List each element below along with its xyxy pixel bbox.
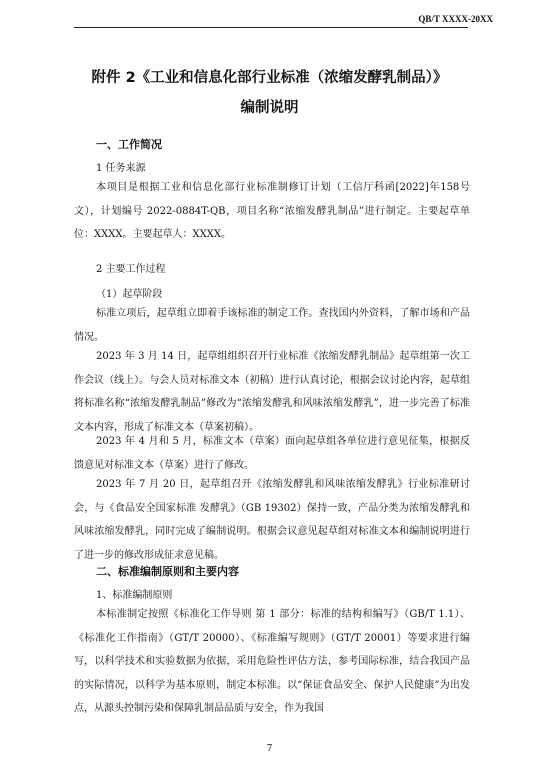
document-title: 附件 2《工业和信息化部行业标准（浓缩发酵乳制品）》 [91,70,448,86]
work-process-paragraph-2: 2023 年 3 月 14 日，起草组组织召开行业标准《浓缩发酵乳制品》起草组第一次工作会议（线上）。与会人员对标准文本（初稿）进行认真讨论，根据会议讨论内容，起草组将标准名称“浓缩发酵乳制品”修改为“浓缩发酵乳和风味浓缩发酵乳”，进一步完善了标准文本内容，形成了标准文本（草案初稿）。 [74,351,470,433]
work-process-paragraph-4: 2023 年 7 月 20 日，起草组召开《浓缩发酵乳和风味浓缩发酵乳》行业标准研讨会，与《食品安全国家标准 发酵乳》（GB 19302）保持一致，产品分类为浓缩发酵乳和风味浓缩发酵乳，同时完成了编制说明。根据会议意见起草组对标准文本和编制说明进行了进一步的修改形成征求意见稿。 [74,479,470,561]
standard-code: QB/T XXXX-20XX [418,14,493,24]
subsection-1-2-heading: 2 主要工作过程 [96,264,166,275]
section-1-heading: 一、工作简况 [96,138,162,151]
subsection-1-1-heading: 1 任务来源 [96,163,146,174]
work-process-paragraph-1: 标准立项后，起草组立即着手该标准的制定工作。查找国内外资料，了解市场和产品情况。 [74,308,470,343]
drafting-stage-label: （1）起草阶段 [96,289,163,300]
document-subtitle: 编制说明 [240,100,299,116]
work-process-paragraph-3: 2023 年 4 月和 5 月，标准文本（草案）面向起草组各单位进行意见征集，根据反馈意见对标准文本（草案）进行了修改。 [74,436,470,471]
section-2-heading: 二、标准编制原则和主要内容 [96,565,239,578]
page-number: 7 [266,744,273,754]
principles-paragraph: 本标准制定按照《标准化工作导则 第 1 部分：标准的结构和编写》（GB/T 1.1）、《标准化工作指南》（GT/T 20000）、《标准编写规则》（GT/T 20001）等要求进行编写，以科学技术和实验数据为依据，采用危险性评估方法，参考国际标准，结合我国产品的实际情况，以科学为基本原则，制定本标准。以“保证食品安全、保护人民健康”为出发点，从源头控制污染和保障乳制品品质与安全，作为我国 [74,609,470,715]
task-source-paragraph: 本项目是根据工业和信息化部行业标准制修订计划（工信厅科函[2022]年158号文），计划编号 2022-0884T-QB，项目名称“浓缩发酵乳制品”进行制定。主要起草单位：XXXX。主要起草人：XXXX。 [74,182,470,241]
subsection-2-1-heading: 1、标准编制原则 [96,590,173,601]
header-rule [74,27,468,28]
